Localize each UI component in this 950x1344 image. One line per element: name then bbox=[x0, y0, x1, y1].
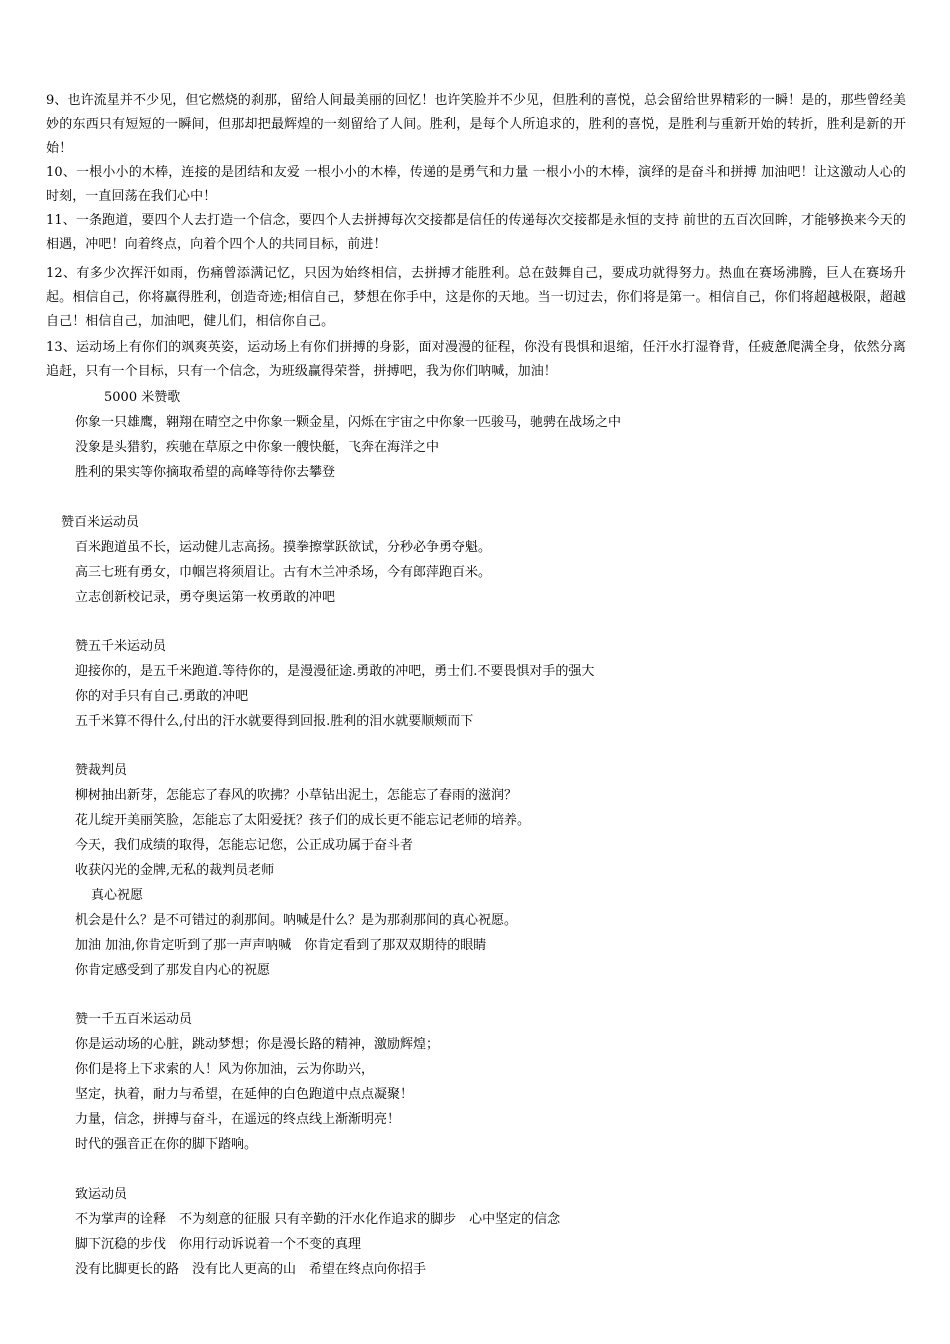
poem-line: 时代的强音正在你的脚下踏响。 bbox=[75, 1137, 258, 1152]
poem-line: 你们是将上下求索的人！风为你加油，云为你助兴， bbox=[75, 1062, 375, 1077]
poem-line: 机会是什么？是不可错过的刹那间。呐喊是什么？是为那刹那间的真心祝愿。 bbox=[75, 913, 518, 928]
poem-line: 五千米算不得什么,付出的汗水就要得到回报.胜利的泪水就要顺颊而下 bbox=[75, 714, 474, 729]
poem-line: 你是运动场的心脏，跳动梦想；你是漫长路的精神，激励辉煌； bbox=[75, 1037, 440, 1052]
poem-line: 胜利的果实等你摘取希望的高峰等待你去攀登 bbox=[75, 465, 336, 480]
poem-title-5000m-athletes: 赞五千米运动员 bbox=[75, 639, 167, 654]
poem-title-to-athletes: 致运动员 bbox=[75, 1187, 128, 1202]
poem-line: 脚下沉稳的步伐 你用行动诉说着一个不变的真理 bbox=[75, 1237, 362, 1252]
poem-line: 今天，我们成绩的取得，怎能忘记您，公正成功属于奋斗者 bbox=[75, 838, 414, 853]
poem-line: 你肯定感受到了那发自内心的祝愿 bbox=[75, 963, 271, 978]
poem-line: 立志创新校记录，勇夺奥运第一枚勇敢的冲吧 bbox=[75, 590, 336, 605]
poem-line: 柳树抽出新芽，怎能忘了春风的吹拂？小草钻出泥土，怎能忘了春雨的滋润？ bbox=[75, 788, 518, 803]
paragraph-12: 12、有多少次挥汗如雨，伤痛曾添满记忆，只因为始终相信，去拼搏才能胜利。总在鼓舞自己，要成功就得努力。热血在赛场沸腾，巨人在赛场升起。相信自己，你将赢得胜利，创造奇迹;相信自己，梦想在你手中，这是你的天地。当一切过去，你们将是第一。相信自己，你们将超越极限，超越自己！相信自己，加油吧，健儿们，相信你自己。 bbox=[46, 266, 906, 329]
poem-line: 坚定，执着，耐力与希望，在延伸的白色跑道中点点凝聚！ bbox=[75, 1087, 414, 1102]
poem-title-judges: 赞裁判员 bbox=[75, 763, 128, 778]
poem-line: 收获闪光的金牌,无私的裁判员老师 bbox=[75, 863, 275, 878]
paragraph-10: 10、一根小小的木棒，连接的是团结和友爱 一根小小的木棒，传递的是勇气和力量 一根小小的木棒，演绎的是奋斗和拼搏 加油吧！让这激动人心的时刻，一直回荡在我们心中！ bbox=[46, 165, 906, 204]
poem-line: 没象是头猎豹，疾驰在草原之中你象一艘快艇，飞奔在海洋之中 bbox=[75, 440, 440, 455]
poem-line: 力量，信念，拼搏与奋斗，在遥远的终点线上渐渐明亮！ bbox=[75, 1112, 401, 1127]
poem-line: 花儿绽开美丽笑脸，怎能忘了太阳爱抚？孩子们的成长更不能忘记老师的培养。 bbox=[75, 813, 531, 828]
poem-line: 没有比脚更长的路 没有比人更高的山 希望在终点向你招手 bbox=[75, 1262, 427, 1277]
poem-line: 不为掌声的诠释 不为刻意的征服 只有辛勤的汗水化作追求的脚步 心中坚定的信念 bbox=[75, 1212, 561, 1227]
poem-title-5000m: 5000 米赞歌 bbox=[104, 390, 181, 405]
paragraph-9: 9、也许流星并不少见，但它燃烧的刹那，留给人间最美丽的回忆！也许笑脸并不少见，但胜利的喜悦，总会留给世界精彩的一瞬！是的，那些曾经美妙的东西只有短短的一瞬间，但那却把最辉煌的一刻留给了人间。胜利，是每个人所追求的，胜利的喜悦，是胜利与重新开始的转折，胜利是新的开始！ bbox=[46, 93, 906, 156]
poem-title-1500m: 赞一千五百米运动员 bbox=[75, 1012, 193, 1027]
poem-line: 迎接你的，是五千米跑道.等待你的，是漫漫征途.勇敢的冲吧，勇士们.不要畏惧对手的强大 bbox=[75, 664, 595, 679]
paragraph-11: 11、一条跑道，要四个人去打造一个信念，要四个人去拼搏每次交接都是信任的传递每次交接都是永恒的支持 前世的五百次回眸，才能够换来今天的相遇，冲吧！向着终点，向着个四个人的共同目标，前进！ bbox=[46, 213, 906, 252]
poem-line: 百米跑道虽不长，运动健儿志高扬。摸拳擦掌跃欲试，分秒必争勇夺魁。 bbox=[75, 540, 492, 555]
poem-line: 你象一只雄鹰，翱翔在晴空之中你象一颗金星，闪烁在宇宙之中你象一匹骏马，驰骋在战场之中 bbox=[75, 415, 622, 430]
poem-line: 加油 加油,你肯定听到了那一声声呐喊 你肯定看到了那双双期待的眼睛 bbox=[75, 938, 487, 953]
poem-title-100m: 赞百米运动员 bbox=[61, 515, 140, 530]
poem-line: 高三七班有勇女，巾帼岂将须眉让。古有木兰冲杀场，今有郎萍跑百米。 bbox=[75, 565, 492, 580]
poem-title-sincere-wishes: 真心祝愿 bbox=[91, 888, 144, 903]
paragraph-13: 13、运动场上有你们的飒爽英姿，运动场上有你们拼搏的身影，面对漫漫的征程，你没有畏惧和退缩，任汗水打湿脊背，任疲惫爬满全身，依然分离追赶，只有一个目标，只有一个信念，为班级赢得荣誉，拼搏吧，我为你们呐喊，加油！ bbox=[46, 340, 906, 379]
poem-line: 你的对手只有自己.勇敢的冲吧 bbox=[75, 689, 249, 704]
